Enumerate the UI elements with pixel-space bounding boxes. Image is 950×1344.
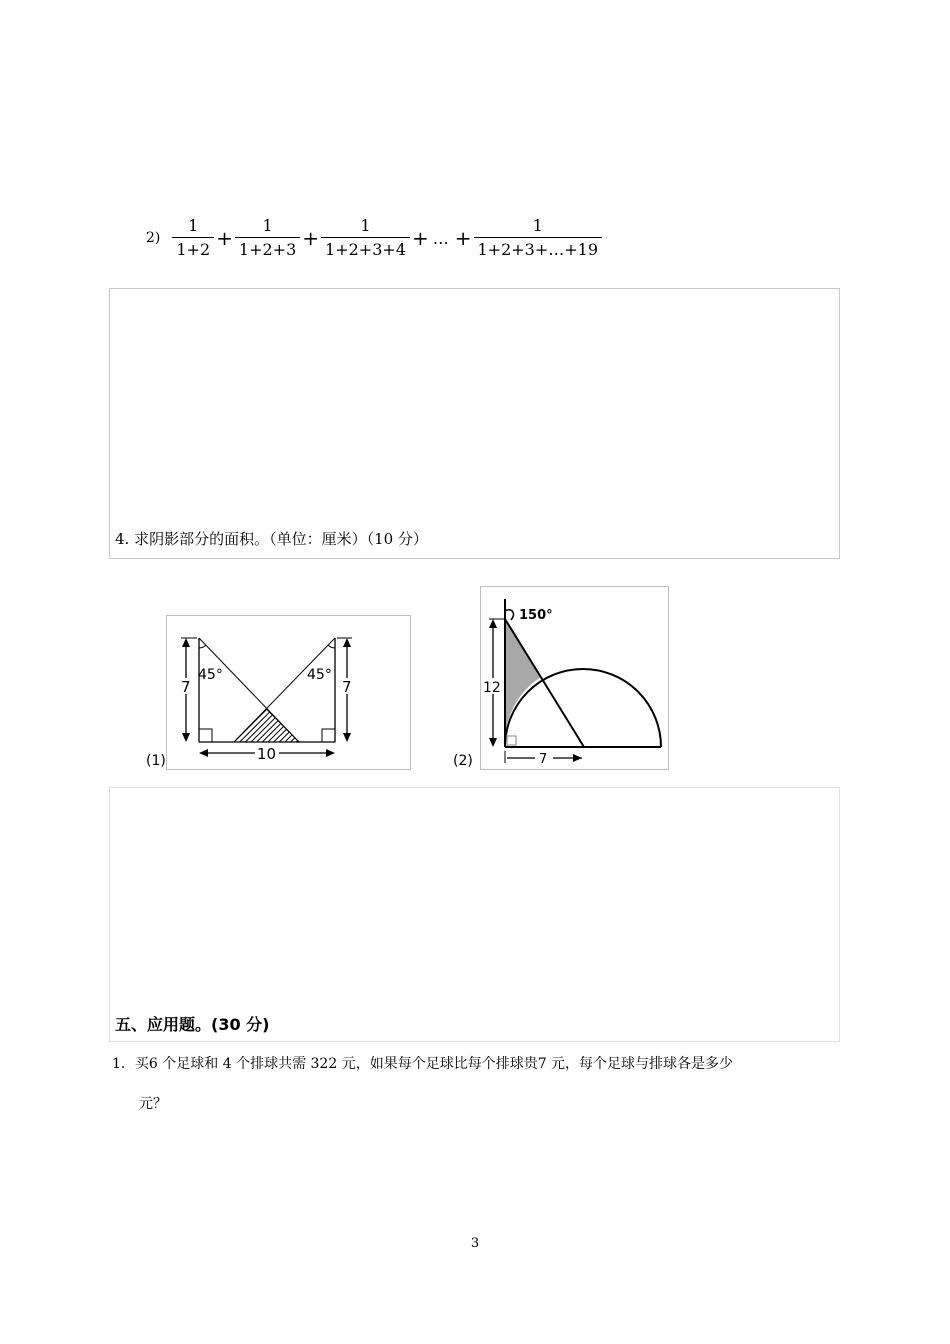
- fraction-4: [474, 215, 603, 261]
- plus-sign: +: [216, 226, 233, 250]
- angle-label-right: 45°: [307, 667, 332, 683]
- question-4-title: 4. 求阴影部分的面积。（单位：厘米）（10 分）: [115, 530, 428, 548]
- shaded-region: [505, 619, 541, 747]
- denominator: 1+2+3+…+19: [474, 237, 603, 261]
- right-angle-mark-right: [322, 729, 335, 742]
- fraction-2: [235, 215, 300, 261]
- denominator: 1+2+3+4: [321, 237, 410, 261]
- height-label-left: 7: [181, 678, 191, 696]
- height-label-right: 7: [342, 678, 352, 696]
- figure-1: [166, 615, 411, 770]
- figure-2-drawing: [481, 587, 669, 770]
- arrow-up-icon: [343, 638, 351, 647]
- base-label: 7: [539, 752, 548, 767]
- plus-sign: +: [302, 226, 320, 250]
- angle-arc-left: [199, 645, 206, 648]
- fraction-3: [321, 215, 410, 261]
- answer-box-2[interactable]: [109, 787, 840, 1042]
- angle-arc: [505, 610, 513, 620]
- arrow-down-icon: [489, 738, 497, 747]
- answer-box-1[interactable]: [109, 288, 840, 559]
- numerator: 1: [532, 216, 543, 235]
- arrow-down-icon: [182, 733, 190, 742]
- figure-1-drawing: [167, 616, 411, 770]
- arrow-down-icon: [343, 733, 351, 742]
- page-number: 3: [470, 1236, 480, 1251]
- problem-1-text-line-1: 1．买6 个足球和 4 个排球共需 322 元，如果每个足球比每个排球贵7 元，每个足球与排球各是多少: [112, 1056, 734, 1072]
- numerator: 1: [360, 216, 371, 235]
- arrow-right-icon: [326, 749, 335, 757]
- arrow-up-icon: [489, 619, 497, 628]
- section-5-heading: 五、应用题。(30 分): [115, 1015, 270, 1034]
- denominator: 1+2+3: [235, 237, 300, 261]
- angle-arc-right: [328, 645, 335, 648]
- denominator: 1+2: [172, 237, 214, 261]
- right-angle-mark-left: [199, 729, 212, 742]
- question-number: 2): [146, 230, 161, 246]
- fraction-sum-expression: [146, 210, 602, 266]
- figure-2: [480, 586, 669, 770]
- shaded-triangle: [234, 709, 299, 742]
- plus-sign: +: [411, 226, 429, 250]
- angle-label-left: 45°: [198, 667, 223, 683]
- plus-sign: +: [454, 226, 472, 250]
- ellipsis: …: [432, 228, 451, 248]
- arrow-left-icon: [199, 749, 208, 757]
- base-label: 10: [257, 745, 277, 763]
- angle-label: 150°: [519, 608, 553, 623]
- figure-1-label: (1): [146, 753, 166, 769]
- right-angle-mark: [507, 736, 516, 745]
- problem-1-text-line-2: 元？: [139, 1096, 167, 1112]
- arrow-right-icon: [573, 754, 582, 762]
- fraction-1: [172, 215, 214, 261]
- arrow-up-icon: [182, 638, 190, 647]
- numerator: 1: [188, 216, 199, 235]
- figure-2-label: (2): [453, 753, 473, 769]
- numerator: 1: [262, 216, 273, 235]
- height-label: 12: [483, 680, 501, 696]
